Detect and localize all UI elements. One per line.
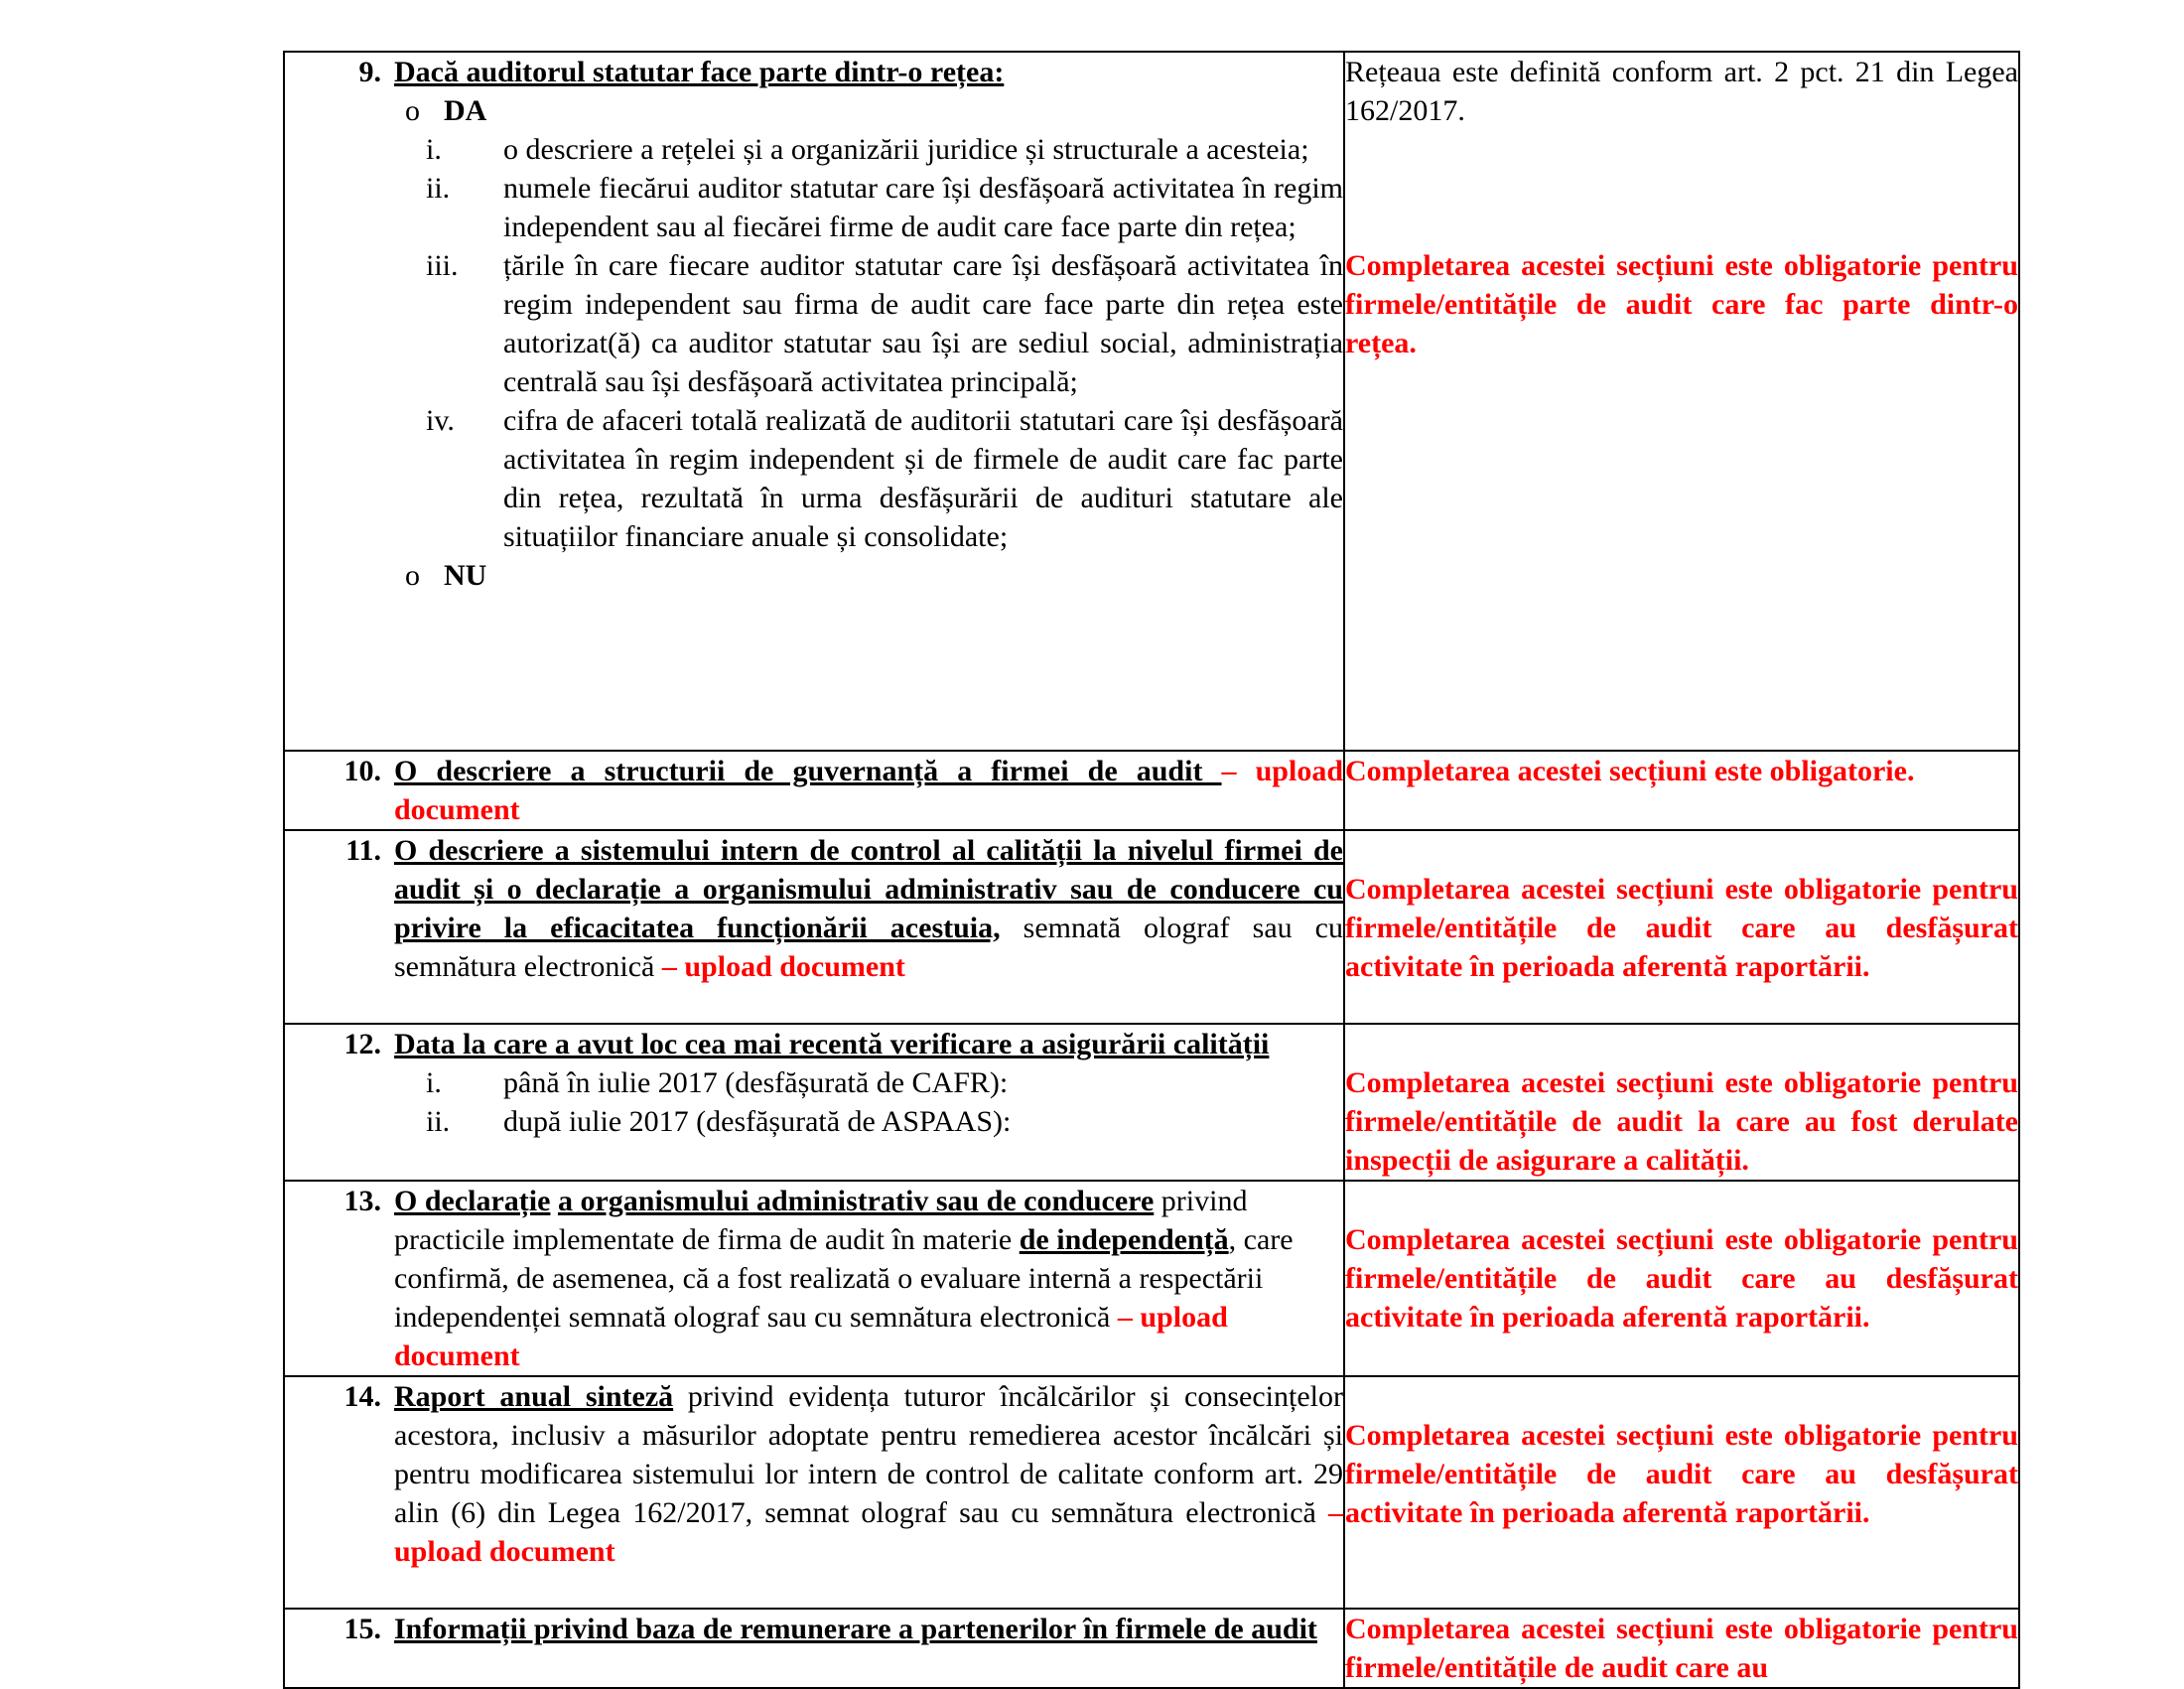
list-item: ii. după iulie 2017 (desfășurată de ASPAAS): [426,1105,1012,1138]
row-11-right [1344,830,2019,1024]
table-row [284,1609,2019,1688]
radio-bullet-icon: o [405,94,420,127]
table-row [284,1181,2019,1376]
item-title: O descriere a structurii de guvernanță a firmei de audit [394,755,1222,787]
option-no[interactable]: o NU [285,556,1343,595]
table-row [284,751,2019,830]
row-13-left: 13. O declarație a organismului administrativ sau de conducere privind practicile implementate de firma de audit în materie de independență, care confirmă, de asemenea, că a fost realizată o evaluare internă a respectării independenței semnată olograf sau cu semnătura electronică – upload document [284,1181,1344,1376]
item-title: O descriere a sistemului intern de control al calității la nivelul firmei de audit și o declarație a organismului administrativ sau de conducere cu privire la eficacitatea funcționării acestuia, [394,834,1343,944]
requirement-note: Completarea acestei secțiuni este obligatorie. [1345,755,1915,787]
row-11-left: 11. O descriere a sistemului intern de control al calității la nivelul firmei de audit și o declarație a organismului administrativ sau de conducere cu privire la eficacitatea funcționării acestuia, semnată olograf sau cu semnătura electronică – upload document [284,830,1344,1024]
row-14-left: 14. Raport anual sinteză privind evidența tuturor încălcărilor și consecințelor acestora, inclusiv a măsurilor adoptate pentru remedierea acestor încălcări și pentru modificarea sistemului lor intern de control de calitate conform art. 29 alin (6) din Legea 162/2017, semnat olograf sau cu semnătura electronică – upload document [284,1376,1344,1609]
definition-note: Rețeaua este definită conform art. 2 pct. 21 din Legea 162/2017. [1345,56,2018,127]
table-row [284,830,2019,1024]
item-title: Informații privind baza de remunerare a partenerilor în firmele de audit [394,1613,1317,1645]
row-15-right [1344,1609,2019,1688]
item-title: O declarație [394,1185,551,1217]
item-title: Dacă auditorul statutar face parte dintr-o rețea: [394,56,1005,88]
table-row [284,1376,2019,1609]
radio-bullet-icon: o [405,559,420,592]
requirement-note: Completarea acestei secțiuni este obligatorie pentru firmele/entitățile de audit care au desfășurat activitate în perioada aferentă raportării. [1345,873,2018,983]
upload-document-link[interactable]: – upload document [661,950,905,983]
row-12-right [1344,1024,2019,1181]
upload-document-link[interactable]: – upload document [394,755,1344,826]
requirement-note: Completarea acestei secțiuni este obligatorie pentru firmele/entitățile de audit care fac parte dintr-o rețea. [1345,249,2018,359]
upload-document-link[interactable]: – upload document [394,1496,1343,1568]
requirement-note: Completarea acestei secțiuni este obligatorie pentru firmele/entitățile de audit care au desfășurat activitate în perioada aferentă raportării. [1345,1223,2018,1334]
upload-document-link[interactable]: – upload document [394,1301,1228,1372]
table-row [284,1024,2019,1181]
row-13-right [1344,1181,2019,1376]
requirement-note: Completarea acestei secțiuni este obligatorie pentru firmele/entitățile de audit la care au fost derulate inspecții de asigurare a calității. [1345,1066,2018,1177]
item-title: Data la care a avut loc cea mai recentă verificare a asigurării calității [394,1028,1270,1060]
item-number: 9. [358,56,381,88]
requirement-note: Completarea acestei secțiuni este obligatorie pentru firmele/entitățile de audit care au [1345,1613,2018,1684]
row-9-left [284,52,1344,751]
list-item: ii. numele fiecărui auditor statutar care își desfășoară activitatea în regim independent sau al fiecărei firme de audit care face parte din rețea; [426,172,1343,243]
list-item: iii. țările în care fiecare auditor statutar care își desfășoară activitatea în regim independent sau firma de audit care face parte din rețea este autorizat(ă) ca auditor statutar sau își are sediul social, administrația centrală sau își desfășoară activitatea principală; [426,249,1343,398]
row-14-right [1344,1376,2019,1609]
row-10-right [1344,751,2019,830]
item-title: Raport anual sinteză [394,1380,674,1413]
row-15-left: 15. Informații privind baza de remunerare a partenerilor în firmele de audit [284,1609,1344,1688]
row-12-left: 12. Data la care a avut loc cea mai recentă verificare a asigurării calității i. până în iulie 2017 (desfășurată de CAFR): ii. după iulie 2017 (desfășurată de ASPAAS): [284,1024,1344,1181]
option-yes[interactable]: o DA [285,91,1343,130]
table-row [284,52,2019,751]
row-10-left: 10. O descriere a structurii de guvernanță a firmei de audit – upload document [284,751,1344,830]
list-item: i. o descriere a rețelei și a organizării juridice și structurale a acesteia; [426,133,1309,166]
requirement-note: Completarea acestei secțiuni este obligatorie pentru firmele/entitățile de audit care au desfășurat activitate în perioada aferentă raportării. [1345,1419,2018,1529]
requirements-table [283,51,2020,1689]
list-item: iv. cifra de afaceri totală realizată de auditorii statutari care își desfășoară activitatea în regim independent și de firmele de audit care fac parte din rețea, rezultată în urma desfășurării de audituri statutare ale situațiilor financiare anuale și consolidate; [426,404,1343,553]
row-9-right [1344,52,2019,751]
list-item: i. până în iulie 2017 (desfășurată de CAFR): [426,1066,1009,1099]
